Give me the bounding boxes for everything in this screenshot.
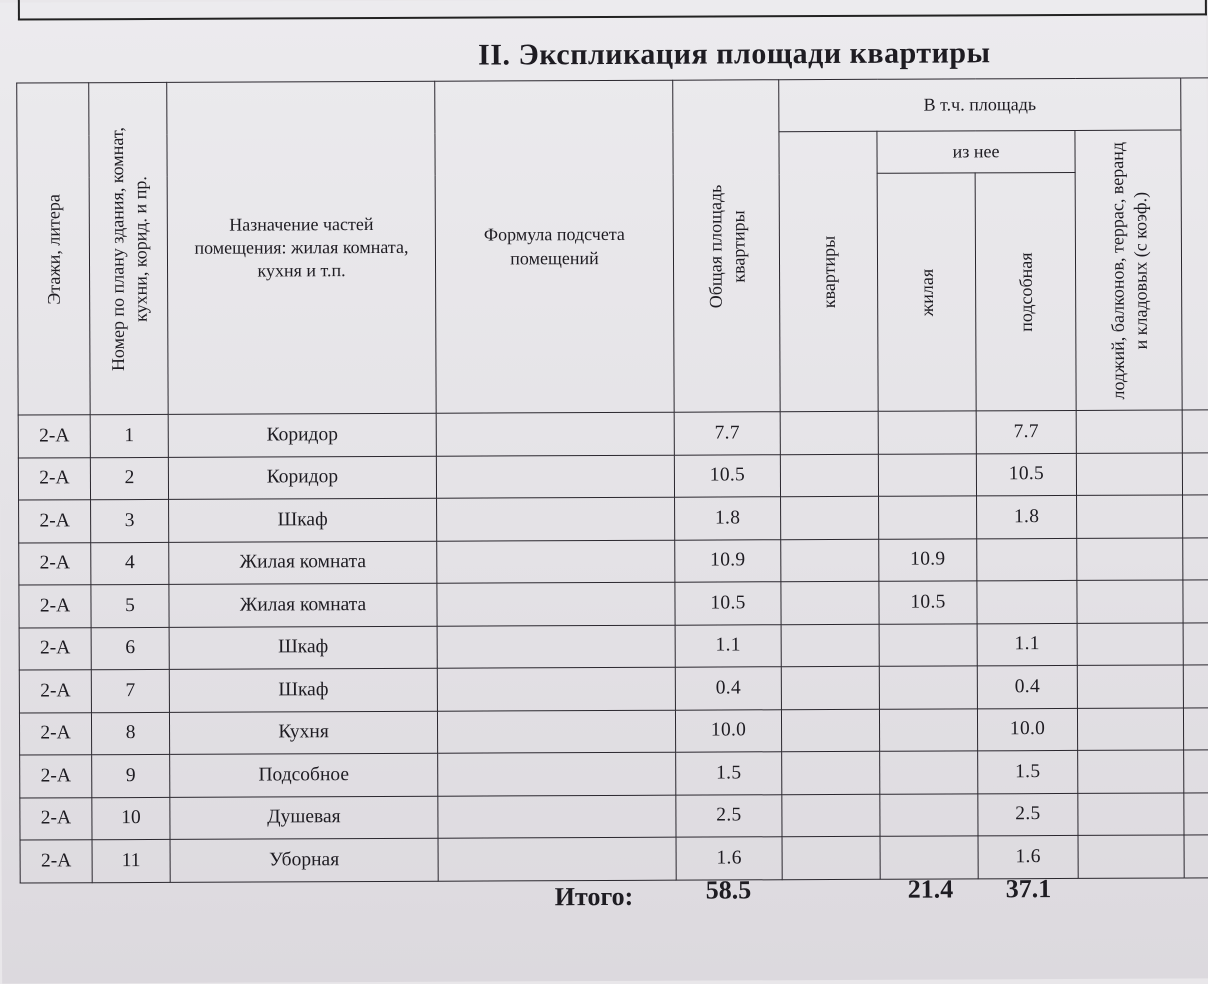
- page-title: II. Экспликация площади квартиры: [478, 36, 991, 72]
- cell-floor: 2-А: [19, 670, 91, 713]
- header-purpose: Назначение частей помещения: жилая комната, кухня и т.п.: [167, 81, 436, 414]
- cell-cut: [1182, 410, 1208, 453]
- cell-loggias: [1077, 580, 1183, 623]
- cell-loggias: [1078, 792, 1184, 835]
- cell-formula: [437, 710, 675, 754]
- cell-room-name: Шкаф: [169, 498, 437, 542]
- cell-room-name: Душевая: [170, 796, 438, 840]
- cell-room-name: Жилая комната: [169, 583, 437, 627]
- cell-room-name: Коридор: [168, 413, 436, 457]
- cell-apartment: [782, 794, 880, 837]
- cell-auxiliary: 1.8: [977, 495, 1077, 538]
- cell-loggias: [1076, 410, 1182, 453]
- cell-room-number: 1: [90, 414, 168, 457]
- cell-living: [879, 623, 977, 666]
- cell-auxiliary: 10.5: [976, 453, 1076, 496]
- totals-label: Итого:: [554, 881, 634, 912]
- cell-apartment: [782, 836, 880, 879]
- cell-apartment: [781, 496, 879, 539]
- cell-room-number: 4: [91, 542, 169, 585]
- cell-formula: [437, 497, 675, 541]
- cell-cut: [1183, 537, 1208, 580]
- cell-floor: 2-А: [18, 415, 90, 458]
- cell-floor: 2-А: [19, 500, 91, 543]
- cell-room-name: Подсобное: [170, 753, 438, 797]
- header-including-area: В т.ч. площадь: [779, 78, 1181, 132]
- cell-total-area: 1.5: [676, 752, 782, 795]
- cell-apartment: [781, 709, 879, 752]
- cell-auxiliary: 7.7: [976, 410, 1076, 453]
- cell-floor: 2-А: [20, 797, 92, 840]
- table-row: [20, 792, 1208, 840]
- header-auxiliary: подсобная: [975, 172, 1076, 410]
- cell-auxiliary: 0.4: [977, 665, 1077, 708]
- header-total-area: Общая площадь квартиры: [673, 80, 780, 412]
- cell-auxiliary: 2.5: [978, 793, 1078, 836]
- cell-total-area: 10.0: [675, 709, 781, 752]
- cell-cut: [1183, 707, 1208, 750]
- cell-loggias: [1078, 750, 1184, 793]
- cell-room-number: 11: [92, 839, 170, 882]
- cell-formula: [436, 412, 674, 456]
- header-loggias: лоджий, балконов, террас, веранд и кладовых (с коэф.): [1075, 130, 1182, 410]
- cell-room-name: Кухня: [169, 711, 437, 755]
- cell-floor: 2-А: [19, 627, 91, 670]
- cell-total-area: 1.8: [675, 497, 781, 540]
- cell-room-number: 10: [92, 797, 170, 840]
- totals-auxiliary: 37.1: [1005, 874, 1052, 904]
- header-formula: Формула подсчета помещений: [435, 80, 674, 413]
- cell-room-number: 9: [92, 754, 170, 797]
- cell-apartment: [781, 539, 879, 582]
- table-row: [19, 580, 1208, 628]
- cell-room-number: 5: [91, 584, 169, 627]
- table-row: [19, 622, 1208, 670]
- cell-cut: [1183, 495, 1208, 538]
- header-apartment: квартиры: [779, 131, 878, 411]
- cell-auxiliary: 1.6: [978, 835, 1078, 878]
- cell-total-area: 2.5: [676, 794, 782, 837]
- cell-living: [878, 453, 976, 496]
- cell-formula: [437, 582, 675, 626]
- cell-formula: [437, 625, 675, 669]
- table-row: [18, 452, 1208, 500]
- cell-living: [880, 793, 978, 836]
- cell-cut: [1184, 750, 1208, 793]
- cell-floor: 2-А: [19, 712, 91, 755]
- cell-cut: [1183, 622, 1208, 665]
- cell-room-name: Коридор: [168, 456, 436, 500]
- cell-living: 10.5: [879, 581, 977, 624]
- cell-apartment: [781, 666, 879, 709]
- table-row: [20, 750, 1208, 798]
- cell-room-name: Жилая комната: [169, 541, 437, 585]
- cell-total-area: 0.4: [675, 667, 781, 710]
- cell-auxiliary: 1.5: [978, 750, 1078, 793]
- cell-living: [879, 708, 977, 751]
- totals-living: 21.4: [907, 874, 954, 904]
- cell-auxiliary: [977, 538, 1077, 581]
- cell-loggias: [1076, 452, 1182, 495]
- table-row: [19, 537, 1208, 585]
- cell-living: [879, 496, 977, 539]
- cell-total-area: 7.7: [674, 412, 780, 455]
- cell-cut: [1183, 665, 1208, 708]
- cell-room-number: 8: [91, 712, 169, 755]
- explication-table: [16, 77, 1208, 883]
- cell-floor: 2-А: [19, 585, 91, 628]
- table-row: [19, 707, 1208, 755]
- cell-cut: [1184, 792, 1208, 835]
- cell-cut: [1182, 452, 1208, 495]
- cell-formula: [438, 752, 676, 796]
- cell-loggias: [1077, 495, 1183, 538]
- cell-total-area: 10.9: [675, 539, 781, 582]
- header-of-which: из нее: [877, 130, 1075, 173]
- cell-room-number: 7: [91, 669, 169, 712]
- cell-living: 10.9: [879, 538, 977, 581]
- cell-formula: [437, 540, 675, 584]
- cell-apartment: [781, 624, 879, 667]
- cell-formula: [437, 667, 675, 711]
- cell-loggias: [1077, 707, 1183, 750]
- cell-apartment: [780, 411, 878, 454]
- cell-formula: [438, 837, 676, 881]
- cell-auxiliary: 10.0: [977, 708, 1077, 751]
- cell-cut: [1184, 835, 1208, 878]
- cell-total-area: 1.6: [676, 837, 782, 880]
- cell-total-area: 1.1: [675, 624, 781, 667]
- cell-floor: 2-А: [20, 755, 92, 798]
- cell-auxiliary: [977, 580, 1077, 623]
- cell-apartment: [782, 751, 880, 794]
- cell-living: [879, 666, 977, 709]
- cell-cut: [1183, 580, 1208, 623]
- cell-living: [880, 836, 978, 879]
- cell-room-number: 6: [91, 627, 169, 670]
- cell-loggias: [1077, 537, 1183, 580]
- cell-room-name: Шкаф: [169, 668, 437, 712]
- cell-floor: 2-А: [19, 542, 91, 585]
- table-row: [19, 665, 1208, 713]
- totals-total-area: 58.5: [705, 875, 752, 905]
- cell-room-number: 3: [91, 499, 169, 542]
- cell-floor: 2-А: [20, 840, 92, 883]
- top-frame-border: [18, 0, 1207, 21]
- cell-room-name: Уборная: [170, 838, 438, 882]
- cell-apartment: [781, 581, 879, 624]
- cell-loggias: [1078, 835, 1184, 878]
- cell-living: [878, 411, 976, 454]
- cell-auxiliary: 1.1: [977, 623, 1077, 666]
- cell-total-area: 10.5: [675, 582, 781, 625]
- table-row: [19, 495, 1208, 543]
- cell-floor: 2-А: [18, 457, 90, 500]
- header-room-number: Номер по плану здания, комнат, кухни, корид. и пр.: [89, 82, 168, 414]
- cell-total-area: 10.5: [674, 454, 780, 497]
- header-cut-column: [1181, 78, 1208, 410]
- header-floors: Этажи, литера: [17, 83, 90, 415]
- cell-loggias: [1077, 665, 1183, 708]
- cell-room-name: Шкаф: [169, 626, 437, 670]
- cell-room-number: 2: [90, 457, 168, 500]
- header-living: жилая: [877, 173, 976, 411]
- table-row: [18, 410, 1208, 458]
- cell-loggias: [1077, 622, 1183, 665]
- cell-living: [880, 751, 978, 794]
- cell-formula: [436, 455, 674, 499]
- cell-formula: [438, 795, 676, 839]
- cell-apartment: [780, 454, 878, 497]
